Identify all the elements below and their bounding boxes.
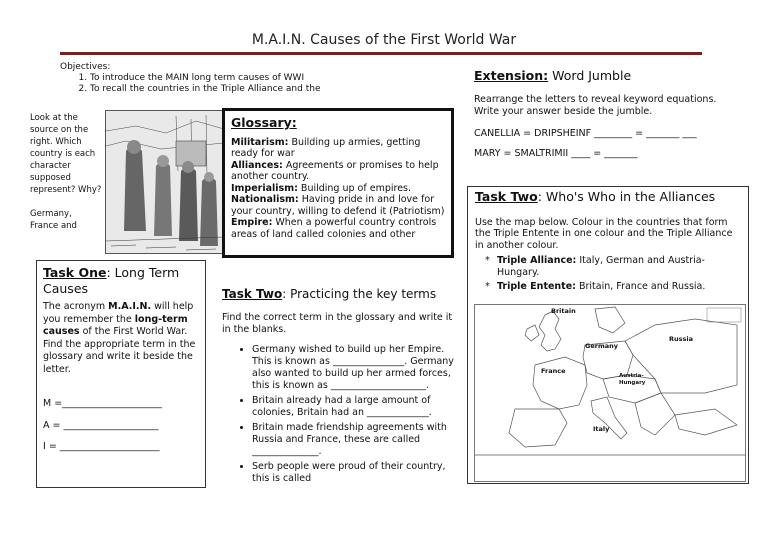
europe-map-outline bbox=[475, 305, 745, 481]
source-question bbox=[30, 112, 102, 232]
glossary-term: Militarism: bbox=[231, 136, 289, 148]
objective-item: 1. To introduce the MAIN long term causes of WWI bbox=[90, 73, 320, 84]
iberia-outline bbox=[509, 409, 567, 447]
alliances-list bbox=[475, 255, 741, 293]
glossary-term: Alliances: bbox=[231, 159, 283, 171]
extension-title: Word Jumble bbox=[548, 68, 632, 83]
acronym-text: M.A.I.N. bbox=[108, 301, 152, 312]
alliance-members: Italy, German and Austria-Hungary. bbox=[497, 255, 705, 278]
source-question-text: Look at the source on the right. Which country is each character supposed represent? Why? bbox=[30, 113, 102, 195]
map-label-austria-hungary bbox=[619, 373, 645, 387]
task-one-label: Task One bbox=[43, 265, 107, 280]
glossary-term: Imperialism: bbox=[231, 182, 298, 194]
source-cartoon-image bbox=[105, 110, 225, 254]
extension-label: Extension: bbox=[474, 68, 549, 83]
map-label-russia: Russia bbox=[669, 335, 693, 343]
task-one-instructions bbox=[43, 301, 199, 376]
task-two-terms-heading bbox=[222, 288, 458, 300]
map-label-austria: Austria- bbox=[619, 373, 644, 379]
glossary-heading: Glossary: bbox=[231, 115, 297, 130]
glossary-entry bbox=[231, 137, 445, 160]
instruction-text: of the First World War. Find the appropriate term in the glossary and write it beside the letter. bbox=[43, 326, 196, 375]
title-divider bbox=[60, 52, 702, 55]
map-label-hungary: Hungary bbox=[619, 380, 646, 386]
alliance-term: Triple Entente: bbox=[497, 281, 576, 292]
alliances-label: Task Two bbox=[475, 189, 538, 204]
key-term-question[interactable]: • Germany wished to build up her Empire. This is known as _______________. Germany also wanted to build up her armed forces, this is known as ____________________. bbox=[252, 344, 458, 392]
answer-lines bbox=[43, 398, 199, 454]
key-term-question[interactable]: • Britain already had a large amount of colonies, Britain had an _____________. bbox=[252, 395, 458, 419]
task-two-title: : Practicing the key terms bbox=[282, 287, 437, 301]
task-one-heading bbox=[43, 265, 199, 297]
jumble-item[interactable]: MARY = SMALTRIMII ____ = _______ bbox=[474, 148, 638, 159]
britain-outline bbox=[539, 311, 561, 351]
cartoon-illustration bbox=[106, 111, 224, 253]
glossary-entry bbox=[231, 160, 445, 183]
glossary-entry bbox=[231, 183, 445, 195]
glossary-term: Nationalism: bbox=[231, 194, 299, 205]
ireland-outline bbox=[525, 325, 539, 341]
map-label-italy: Italy bbox=[593, 425, 610, 433]
task-one-box bbox=[36, 260, 206, 488]
map-label-germany: Germany bbox=[585, 342, 618, 350]
objectives bbox=[60, 62, 320, 95]
map-inset-box bbox=[707, 308, 741, 322]
star-bullet: * bbox=[485, 281, 490, 292]
extension-instructions: Rearrange the letters to reveal keyword equations. Write your answer beside the jumble. bbox=[474, 94, 717, 117]
france-outline bbox=[533, 357, 587, 409]
key-terms-list bbox=[222, 344, 458, 485]
key-term-question[interactable]: • Britain made friendship agreements with Russia and France, these are called ______________. bbox=[252, 422, 458, 458]
source-question-countries: Germany, France and bbox=[30, 209, 77, 231]
answer-line-i[interactable]: I = _____________________ bbox=[43, 441, 160, 452]
glossary-definition: Building up armies, getting ready for war bbox=[231, 136, 421, 159]
task-one-title: : Long Term Causes bbox=[43, 265, 180, 296]
alliance-item bbox=[485, 255, 741, 278]
glossary-entry bbox=[231, 194, 445, 217]
glossary-entry bbox=[231, 217, 445, 240]
key-term-question[interactable]: • Serb people were proud of their country, this is called bbox=[252, 461, 458, 485]
ottoman-outline bbox=[675, 409, 737, 435]
glossary-box bbox=[222, 108, 454, 258]
europe-map[interactable] bbox=[474, 304, 746, 482]
scandinavia-outline bbox=[595, 307, 625, 333]
alliances-heading bbox=[475, 191, 741, 203]
instruction-text: will help you remember the bbox=[43, 301, 194, 325]
glossary-definition: Building up of empires. bbox=[297, 182, 412, 194]
answer-line-m[interactable]: M =_____________________ bbox=[43, 398, 162, 409]
instruction-text: The acronym bbox=[43, 301, 109, 312]
long-term-causes-text: long-term causes bbox=[43, 313, 188, 337]
map-label-britain: Britain bbox=[551, 307, 576, 315]
star-bullet: * bbox=[485, 255, 490, 266]
task-two-key-terms bbox=[222, 288, 458, 488]
glossary-term: Empire: bbox=[231, 217, 273, 228]
extension-section bbox=[474, 70, 744, 168]
answer-line-a[interactable]: A = ____________________ bbox=[43, 419, 159, 431]
glossary-definition: When a powerful country controls areas of land called colonies and other bbox=[231, 217, 437, 240]
jumble-list bbox=[474, 128, 744, 160]
alliance-item bbox=[485, 281, 741, 293]
jumble-item[interactable]: CANELLIA = DRIPSHEINF ________ = _______ ___ bbox=[474, 128, 697, 139]
alliance-members: Britain, France and Russia. bbox=[575, 281, 706, 292]
alliances-intro: Use the map below. Colour in the countries that form the Triple Entente in one colour and the Triple Alliance in another colour. bbox=[475, 216, 733, 251]
extension-heading bbox=[474, 70, 744, 82]
glossary-definition: Agreements or promises to help another country. bbox=[231, 159, 439, 182]
task-two-label: Task Two bbox=[222, 287, 283, 301]
objective-item: 2. To recall the countries in the Triple Alliance and the bbox=[90, 84, 320, 95]
alliance-term: Triple Alliance: bbox=[497, 255, 577, 266]
balkans-outline bbox=[635, 393, 675, 435]
map-label-france: France bbox=[541, 367, 566, 375]
task-two-intro: Find the correct term in the glossary and write it in the blanks. bbox=[222, 312, 453, 335]
objectives-heading: Objectives: bbox=[60, 62, 111, 72]
page-title: M.A.I.N. Causes of the First World War bbox=[251, 32, 517, 48]
alliances-title: : Who's Who in the Alliances bbox=[537, 189, 716, 204]
glossary-definition: Having pride in and love for your country, willing to defend it (Patriotism) bbox=[231, 194, 445, 217]
